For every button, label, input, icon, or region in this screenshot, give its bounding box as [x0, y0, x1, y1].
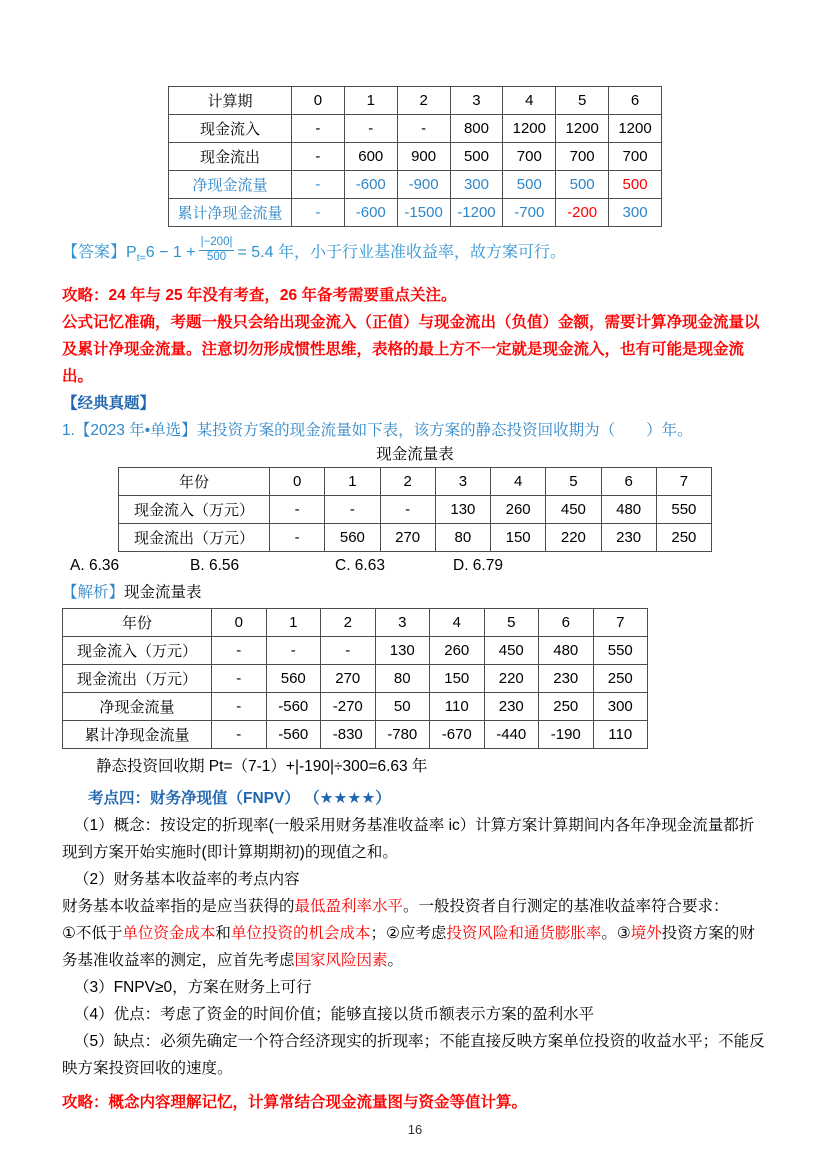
formula-subscript: t=	[136, 252, 146, 265]
table-cell: 年份	[63, 609, 212, 637]
table-cell: 250	[539, 693, 594, 721]
topic-4-heading: 考点四：财务净现值（FNPV） （★★★★）	[88, 790, 391, 808]
choice-c: C. 6.63	[335, 557, 385, 575]
table-cell: 130	[435, 496, 490, 524]
point-3-line: （3）FNPV≥0，方案在财务上可行	[74, 979, 312, 997]
strategy-note-3: 攻略：概念内容理解记忆，计算常结合现金流量图与资金等值计算。	[62, 1094, 528, 1112]
table-cell: 3	[450, 87, 503, 115]
table-row	[119, 496, 712, 524]
table-row	[169, 115, 662, 143]
table-cell: 700	[609, 143, 662, 171]
table-cell: 7	[656, 468, 711, 496]
table-cell: -830	[321, 721, 376, 749]
text-segment: 投资方案的财务基准收益率的测定，应首先考虑	[62, 925, 755, 970]
table-cell: 5	[546, 468, 601, 496]
table-cell: 年份	[119, 468, 270, 496]
table-cell: -	[212, 721, 267, 749]
payback-calculation: 静态投资回收期 Pt=（7-1）+|-190|÷300=6.63 年	[96, 758, 428, 776]
table-cell: 600	[344, 143, 397, 171]
table-cell: -	[397, 115, 450, 143]
table-cell: -600	[344, 199, 397, 227]
table-cell: 110	[430, 693, 485, 721]
table-cell: 480	[601, 496, 656, 524]
table-cell: 300	[450, 171, 503, 199]
table-cell: 4	[491, 468, 546, 496]
table-cell: 2	[321, 609, 376, 637]
table-row	[169, 199, 662, 227]
text-segment: ①不低于	[62, 925, 123, 943]
table-cell: 50	[375, 693, 430, 721]
table-cell: 500	[609, 171, 662, 199]
table-cell: 3	[375, 609, 430, 637]
table-cell: 250	[593, 665, 648, 693]
table-cell: 550	[656, 496, 711, 524]
table-cell: 4	[430, 609, 485, 637]
table-cell: -	[292, 115, 345, 143]
benchmark-requirements-paragraph	[62, 920, 768, 974]
table-row	[63, 665, 648, 693]
table-row	[169, 143, 662, 171]
table-cell: 4	[503, 87, 556, 115]
table-cell: -	[292, 171, 345, 199]
table-cell: -	[292, 199, 345, 227]
formula-mid: 6 − 1 +	[145, 244, 196, 261]
table-cell: 80	[375, 665, 430, 693]
text-segment: 和	[215, 925, 231, 943]
table-cell: -1200	[450, 199, 503, 227]
table-cell: 0	[292, 87, 345, 115]
table-row	[63, 637, 648, 665]
table-cell: -	[270, 496, 325, 524]
table-cell: 净现金流量	[63, 693, 212, 721]
text-segment: ；②应考虑	[370, 925, 447, 943]
table-cell: 1	[325, 468, 380, 496]
table-cell: -	[212, 693, 267, 721]
table-cell: -	[325, 496, 380, 524]
table-cell: 80	[435, 524, 490, 552]
table-row	[169, 87, 662, 115]
table-cell: 480	[539, 637, 594, 665]
table-cell: 800	[450, 115, 503, 143]
text-segment: 。一般投资者自行测定的基准收益率符合要求：	[403, 898, 729, 916]
table-cell: 1	[344, 87, 397, 115]
table-cell: 130	[375, 637, 430, 665]
table-cell: -	[321, 637, 376, 665]
table-cell: -560	[266, 721, 321, 749]
table-cell: 6	[609, 87, 662, 115]
strategy-note-1: 攻略：24 年与 25 年没有考查，26 年备考需要重点关注。	[62, 287, 457, 305]
table-cell: 450	[546, 496, 601, 524]
benchmark-rate-paragraph	[62, 893, 768, 920]
table-cell: 500	[450, 143, 503, 171]
table-cell: -1500	[397, 199, 450, 227]
answer-choices	[62, 552, 768, 579]
table-cell: 6	[601, 468, 656, 496]
table-row	[63, 721, 648, 749]
table-cell: -700	[503, 199, 556, 227]
table-cell: 现金流出（万元）	[119, 524, 270, 552]
text-segment: 。	[387, 952, 404, 970]
table-cell: -	[292, 143, 345, 171]
answer-line	[62, 236, 768, 275]
fraction-denominator: 500	[206, 251, 227, 264]
table-row	[63, 693, 648, 721]
highlighted-text: 最低盈利率水平	[294, 898, 404, 916]
highlighted-text: 单位资金成本	[122, 925, 216, 943]
table-row	[63, 609, 648, 637]
table-cell: 220	[484, 665, 539, 693]
highlighted-text: 国家风险因素	[294, 952, 388, 970]
table-cell: 500	[556, 171, 609, 199]
table-cell: -	[380, 496, 435, 524]
cash-flow-table-question	[118, 467, 712, 552]
table-cell: 270	[321, 665, 376, 693]
cash-flow-table-exercise	[168, 86, 662, 227]
answer-conclusion: = 5.4 年，小于行业基准收益率，故方案可行。	[237, 244, 566, 261]
table-cell: -	[266, 637, 321, 665]
table-cell: -	[270, 524, 325, 552]
formula-fraction	[199, 236, 235, 265]
choice-d: D. 6.79	[453, 557, 503, 575]
table-cell: 5	[484, 609, 539, 637]
table-cell: -670	[430, 721, 485, 749]
table-cell: 550	[593, 637, 648, 665]
concept-paragraph: （1）概念：按设定的折现率(一般采用财务基准收益率 ic）计算方案计算期间内各年净现金流量都折现到方案开始实施时(即计算期期初)的现值之和。	[62, 817, 755, 862]
table-cell: 1200	[503, 115, 556, 143]
table-cell: 110	[593, 721, 648, 749]
table-cell: 累计净现金流量	[63, 721, 212, 749]
fraction-numerator: |−200|	[199, 236, 235, 251]
table-cell: 5	[556, 87, 609, 115]
table-cell: -560	[266, 693, 321, 721]
table-row	[119, 524, 712, 552]
table-cell: 220	[546, 524, 601, 552]
analysis-label: 【解析】	[62, 584, 125, 602]
table-cell: 450	[484, 637, 539, 665]
table-cell: -	[212, 665, 267, 693]
table-cell: 2	[380, 468, 435, 496]
question-1: 1.【2023 年•单选】某投资方案的现金流量如下表，该方案的静态投资回收期为（ ）年。	[62, 422, 693, 440]
table-cell: 计算期	[169, 87, 292, 115]
table-cell: 1	[266, 609, 321, 637]
table-cell: 260	[491, 496, 546, 524]
strategy-note-2: 公式记忆准确，考题一般只会给出现金流入（正值）与现金流出（负值）金额，需要计算净现金流量以及累计净现金流量。注意切勿形成惯性思维，表格的最上方不一定就是现金流入，也有可能是现金流出。	[62, 314, 760, 386]
table-cell: 0	[270, 468, 325, 496]
page-number: 16	[407, 1122, 423, 1137]
highlighted-text: 单位投资的机会成本	[230, 925, 371, 943]
table-cell: 现金流出	[169, 143, 292, 171]
table-cell: 6	[539, 609, 594, 637]
point-4-line: （4）优点：考虑了资金的时间价值；能够直接以货币额表示方案的盈利水平	[74, 1006, 595, 1024]
table-cell: -	[212, 637, 267, 665]
table-cell: 700	[503, 143, 556, 171]
table-cell: 560	[266, 665, 321, 693]
point-2-line: （2）财务基本收益率的考点内容	[74, 871, 300, 889]
choice-a: A. 6.36	[70, 557, 120, 575]
classic-questions-heading: 【经典真题】	[62, 395, 156, 413]
table-cell: -200	[556, 199, 609, 227]
table-cell: 560	[325, 524, 380, 552]
table-cell: 150	[491, 524, 546, 552]
table-cell: 260	[430, 637, 485, 665]
table-cell: -	[344, 115, 397, 143]
analysis-line	[62, 579, 768, 606]
table-cell: 270	[380, 524, 435, 552]
table-cell: 现金流入（万元）	[63, 637, 212, 665]
table-cell: 1200	[556, 115, 609, 143]
table-row	[169, 171, 662, 199]
table-cell: 现金流入（万元）	[119, 496, 270, 524]
table-cell: 0	[212, 609, 267, 637]
choice-b: B. 6.56	[190, 557, 240, 575]
table-cell: 7	[593, 609, 648, 637]
point-5-paragraph: （5）缺点：必须先确定一个符合经济现实的折现率；不能直接反映方案单位投资的收益水平；不能反映方案投资回收的速度。	[62, 1033, 765, 1078]
table-cell: 230	[484, 693, 539, 721]
table-caption: 现金流量表	[376, 446, 454, 464]
formula-variable: P	[126, 244, 137, 261]
table-cell: 250	[656, 524, 711, 552]
table-cell: 现金流入	[169, 115, 292, 143]
highlighted-text: 境外	[630, 925, 662, 943]
table-cell: 净现金流量	[169, 171, 292, 199]
table-cell: -600	[344, 171, 397, 199]
table-cell: 230	[601, 524, 656, 552]
highlighted-text: 投资风险和通货膨胀率	[446, 925, 602, 943]
cash-flow-table-analysis	[62, 608, 648, 749]
table-cell: 现金流出（万元）	[63, 665, 212, 693]
table-cell: 300	[593, 693, 648, 721]
analysis-text: 现金流量表	[124, 584, 202, 602]
table-cell: 150	[430, 665, 485, 693]
table-cell: 900	[397, 143, 450, 171]
table-row	[119, 468, 712, 496]
table-cell: -270	[321, 693, 376, 721]
table-cell: 累计净现金流量	[169, 199, 292, 227]
text-segment: 。③	[601, 925, 631, 943]
text-segment: 财务基本收益率指的是应当获得的	[62, 898, 295, 916]
table-cell: -440	[484, 721, 539, 749]
table-cell: 700	[556, 143, 609, 171]
table-cell: -190	[539, 721, 594, 749]
table-cell: 500	[503, 171, 556, 199]
table-cell: 2	[397, 87, 450, 115]
answer-label: 【答案】	[62, 244, 127, 261]
table-cell: 300	[609, 199, 662, 227]
table-cell: 230	[539, 665, 594, 693]
table-cell: -780	[375, 721, 430, 749]
table-cell: -900	[397, 171, 450, 199]
table-cell: 1200	[609, 115, 662, 143]
table-cell: 3	[435, 468, 490, 496]
